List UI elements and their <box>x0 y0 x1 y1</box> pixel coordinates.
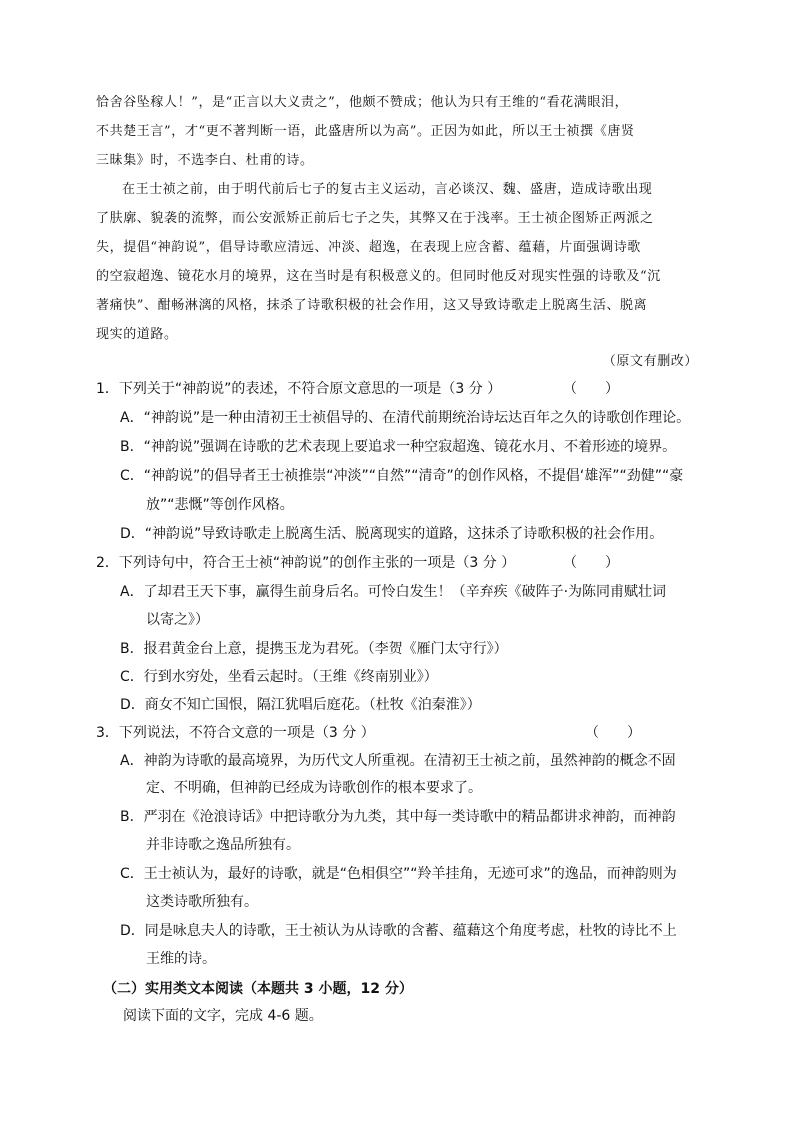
question-2-option-b: B．报君黄金台上意，提携玉龙为君死。（李贺《雁门太守行》） <box>120 641 508 657</box>
answer-bracket-1: （ ） <box>563 381 619 397</box>
question-1-stem: 1．下列关于“神韵说”的表述，不符合原文意思的一项是（3 分 ） <box>96 381 502 397</box>
question-1-option-b: B．“神韵说”强调在诗歌的艺术表现上要追求一种空寂超逸、镜花水月、不着形迹的境界。 <box>120 439 677 455</box>
question-1-option-c: C．“神韵说”的倡导者王士祯推崇“冲淡”“自然”“清奇”的创作风格，不提倡‘雄浑”“劲健”“豪 <box>120 468 684 484</box>
question-3-stem: 3．下列说法，不符合文意的一项是（3 分 ） <box>96 725 375 741</box>
question-3-option-a: A．神韵为诗歌的最高境界，为历代文人所重视。在清初王士祯之前，虽然神韵的概念不固 <box>120 753 676 769</box>
question-2-option-a-cont: 以寄之》） <box>146 612 209 628</box>
question-3-option-b: B．严羽在《沧浪诗话》中把诗歌分为九类，其中每一类诗歌中的精品都讲求神韵，而神韵 <box>120 809 676 825</box>
passage-line: 失，提倡“神韵说”，倡导诗歌应清远、冲淡、超逸，在表现上应含蓄、蕴藉，片面强调诗歌 <box>96 240 641 255</box>
question-2-option-d: D．商女不知亡国恨，隔江犹唱后庭花。（杜牧《泊秦淮》） <box>120 697 481 713</box>
passage-line: 著痛快”、酣畅淋漓的风格，抹杀了诗歌积极的社会作用，这又导致诗歌走上脱离生活、脱离 <box>96 298 648 313</box>
question-3-option-c: C．王士祯认为，最好的诗歌，就是“色相俱空”“羚羊挂角，无迹可求”的逸品，而神韵则为 <box>120 866 677 882</box>
answer-bracket-2: （ ） <box>563 555 619 571</box>
question-3-option-d-cont: 王维的诗。 <box>146 951 216 967</box>
question-2-stem: 2．下列诗句中，符合王士祯“神韵说”的创作主张的一项是（3 分 ） <box>96 555 516 571</box>
passage-line: 的空寂超逸、镜花水月的境界，这在当时是有积极意义的。但同时他反对现实性强的诗歌及“沉 <box>96 269 661 284</box>
question-3-option-d: D．同是咏息夫人的诗歌，王士祯认为从诗歌的含蓄、蕴藉这个角度考虑，杜牧的诗比不上 <box>120 923 677 939</box>
question-2-option-a: A．了却君王天下事，赢得生前身后名。可怜白发生！（辛弃疾《破阵子·为陈同甫赋壮词 <box>120 584 667 600</box>
passage-line: 在王士祯之前，由于明代前后七子的复古主义运动，言必谈汉、魏、盛唐，造成诗歌出现 <box>122 182 653 197</box>
answer-bracket-3: （ ） <box>585 725 641 741</box>
question-3-option-a-cont: 定、不明确，但神韵已经成为诗歌创作的根本要求了。 <box>146 780 482 796</box>
question-1-option-d: D．“神韵说”导致诗歌走上脱离生活、脱离现实的道路，这抹杀了诗歌积极的社会作用。 <box>120 526 664 542</box>
question-2-option-c: C．行到水穷处，坐看云起时。（王维《终南别业》） <box>120 669 438 685</box>
question-3-option-b-cont: 并非诗歌之逸品所独有。 <box>146 837 300 853</box>
source-note: （原文有删改） <box>602 354 698 369</box>
passage-line: 三昧集》时，不选李白、杜甫的诗。 <box>96 153 314 168</box>
question-3-option-c-cont: 这类诗歌所独有。 <box>146 894 258 910</box>
question-1-option-c-cont: 放”“悲慨”等创作风格。 <box>146 497 294 513</box>
passage-line: 了肤廓、貌袭的流弊，而公安派矫正前后七子之失，其弊又在于浅率。王士祯企图矫正两派之 <box>96 211 654 226</box>
question-1-option-a: A．“神韵说”是一种由清初王士祯倡导的、在清代前期统治诗坛达百年之久的诗歌创作理论。 <box>120 410 691 426</box>
passage-line: 不共楚王言”，才“更不著判断一语，此盛唐所以为高”。正因为如此，所以王士祯撰《唐贤 <box>96 124 635 139</box>
passage-line: 恰舍谷坠稼人！”，是“正言以大义责之”，他颇不赞成；他认为只有王维的“看花满眼泪， <box>96 95 629 110</box>
passage-line: 现实的道路。 <box>96 327 178 342</box>
section-intro: 阅读下面的文字，完成 4-6 题。 <box>123 1008 323 1024</box>
section-heading: （二）实用类文本阅读（本题共 3 小题，12 分） <box>103 981 413 997</box>
